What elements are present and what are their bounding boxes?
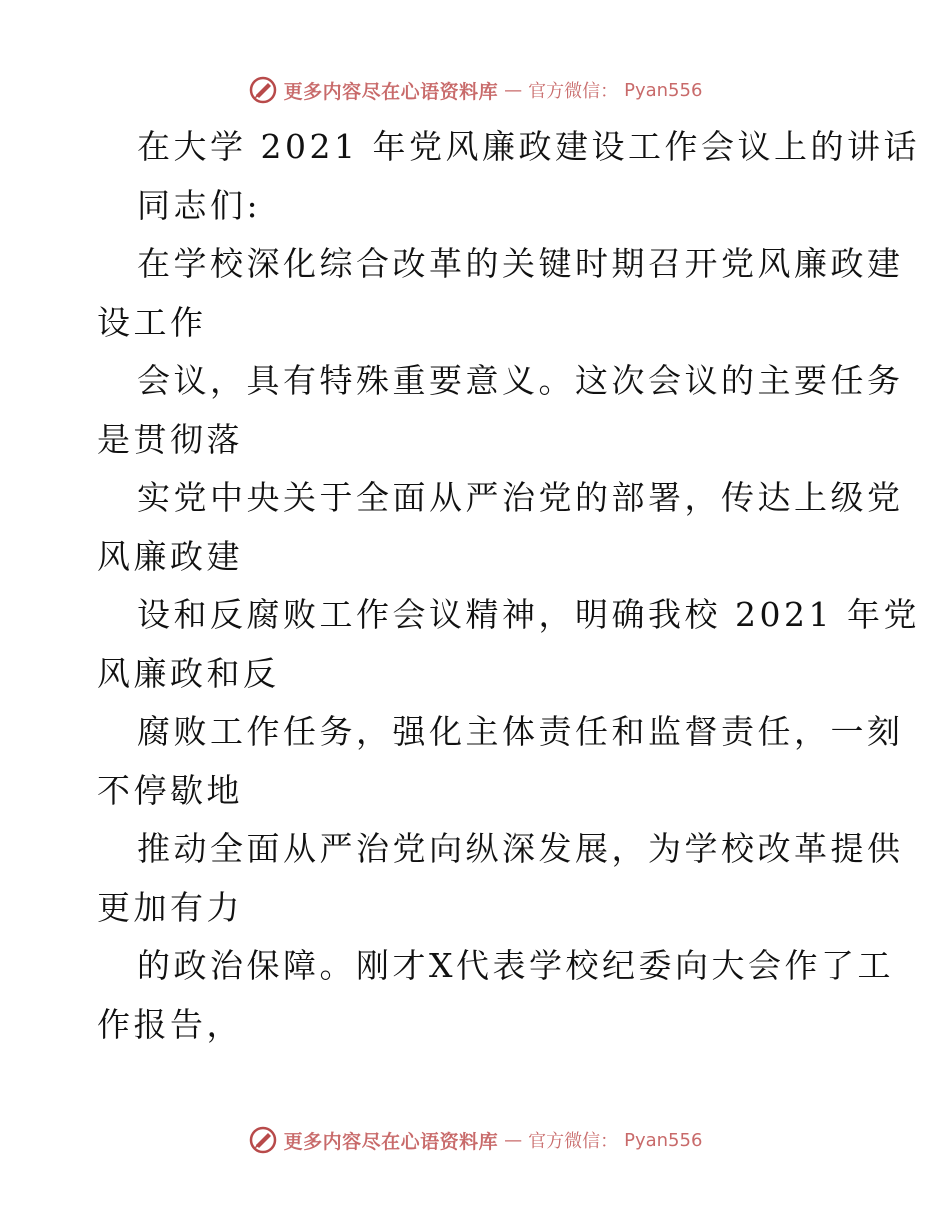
document-title: 在大学 2021 年党风廉政建设工作会议上的讲话 [137,127,920,166]
document-body [97,118,920,1054]
header-watermark-banner [0,70,950,110]
banner-dash: — [504,79,523,101]
wechat-id: Pyan556 [624,79,703,101]
salutation: 同志们: [137,185,262,225]
banner-text: 更多内容尽在心语资料库 [283,80,499,103]
paragraph-line: 会议，具有特殊重要意义。这次会议的主要任务 [137,361,904,400]
paragraph-line: 在学校深化综合改革的关键时期召开党风廉政建 [137,244,904,283]
paragraph-line: 是贯彻落 [97,419,243,459]
wechat-id: Pyan556 [624,1129,703,1151]
paragraph-line: 风廉政建 [97,536,243,576]
banner-dash: — [504,1129,523,1151]
paragraph-line: 不停歇地 [97,770,243,810]
paragraph-line: 推动全面从严治党向纵深发展，为学校改革提供 [137,829,904,868]
wechat-label: 官方微信： [528,81,619,102]
paragraph-line: 的政治保障。刚才X代表学校纪委向大会作了工 [137,946,894,985]
paragraph-line: 腐败工作任务，强化主体责任和监督责任，一刻 [137,712,904,751]
paragraph-line: 实党中央关于全面从严治党的部署，传达上级党 [137,478,904,517]
footer-watermark-banner [0,1120,950,1160]
quill-pen-logo-icon [248,75,278,105]
quill-pen-logo-icon [248,1125,278,1155]
banner-text: 更多内容尽在心语资料库 [283,1130,499,1153]
paragraph-line: 作报告， [97,1004,243,1044]
paragraph-line: 设和反腐败工作会议精神，明确我校 2021 年党 [137,595,920,634]
paragraph-line: 更加有力 [97,887,243,927]
paragraph-line: 风廉政和反 [97,653,280,693]
paragraph-line: 设工作 [97,302,207,342]
wechat-label: 官方微信： [528,1131,619,1152]
